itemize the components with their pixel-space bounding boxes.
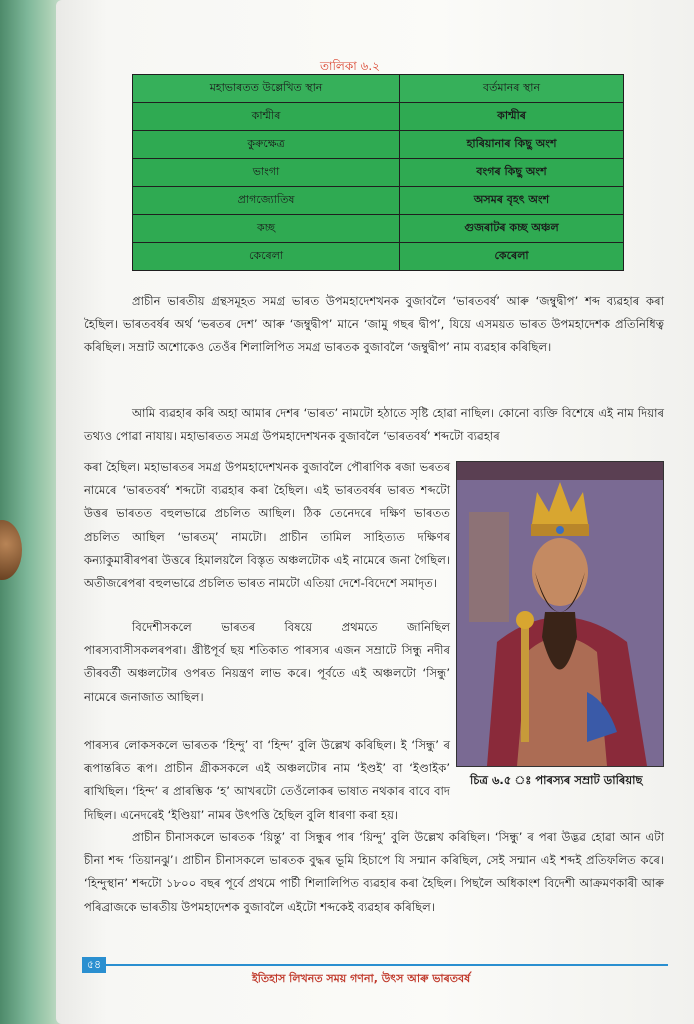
table-cell-right: হাৰিয়ানাৰ কিছু অংশ bbox=[400, 131, 624, 159]
table-row bbox=[133, 103, 624, 131]
table-row bbox=[133, 131, 624, 159]
places-table bbox=[132, 74, 624, 271]
paragraph-persians: বিদেশীসকলে ভাৰতৰ বিষয়ে প্ৰথমতে জানিছিল পাৰস্যবাসীসকলৰপৰা। খ্ৰীষ্টপূৰ্ব ছয় শতিকাত পাৰস্যৰ এজন সম্ৰাটে সিন্ধু নদীৰ তীৰবৰ্তী অঞ্চলটোৰ ওপৰত নিয়ন্ত্ৰণ লাভ কৰে। পূৰ্বতে এই অঞ্চলটো ‘সিন্ধু’ নামেৰে জনাজাত আছিল। bbox=[84, 620, 450, 704]
table-cell-right: অসমৰ বৃহৎ অংশ bbox=[400, 187, 624, 215]
table-cell-left: ভাংগা bbox=[133, 159, 400, 187]
footer-rule bbox=[100, 964, 668, 966]
darius-portrait-illustration bbox=[457, 462, 663, 766]
table-cell-left: কুৰুক্ষেত্ৰ bbox=[133, 131, 400, 159]
paragraph-hindu-india: পাৰস্যৰ লোকসকলে ভাৰতক ‘হিন্দু’ বা ‘হিন্দ’ বুলি উল্লেখ কৰিছিল। ই ‘সিন্ধু’ ৰ ৰূপান্তৰিত ৰূপ। প্ৰাচীন গ্ৰীকসকলে এই অঞ্চলটোৰ নাম ‘ইণ্ডই’ বা ‘ইণ্ডাইক’ ৰাখিছিল। ‘হিন্দ’ ৰ প্ৰাৰম্ভিক ‘হ’ আখৰটো তেওঁলোকৰ ভাষাত নথকাৰ বাবে বাদ দিছিল। এনেদৰেই ‘ইণ্ডিয়া’ নামৰ উৎপত্তি হৈছিল বুলি ধাৰণা কৰা হয়। bbox=[84, 738, 450, 822]
table-row bbox=[133, 243, 624, 271]
table-row bbox=[133, 159, 624, 187]
table-cell-right: গুজৰাটৰ কচ্ছ অঞ্চল bbox=[400, 215, 624, 243]
paragraph-bharatvarsha: প্ৰাচীন ভাৰতীয় গ্ৰন্থসমূহত সমগ্ৰ ভাৰত উপমহাদেশখনক বুজাবলৈ ‘ভাৰতবৰ্ষ’ আৰু ‘জম্বুদ্বীপ’ শব্দ ব্যৱহাৰ কৰা হৈছিল। ভাৰতবৰ্ষৰ অৰ্থ ‘ভৰতৰ দেশ’ আৰু ‘জম্বুদ্বীপ’ মানে ‘জামু গছৰ দ্বীপ’, যিয়ে এসময়ত ভাৰত উপমহাদেশক প্ৰতিনিধিত্ব কৰিছিল। সম্ৰাট অশোকেও তেওঁৰ শিলালিপিত সমগ্ৰ ভাৰতক বুজাবলৈ ‘জম্বুদ্বীপ’ নাম ব্যৱহাৰ কৰিছিল। bbox=[84, 294, 664, 355]
table-cell-left: প্ৰাগজ্যোতিষ bbox=[133, 187, 400, 215]
paragraph-chinese: প্ৰাচীন চীনাসকলে ভাৰতক ‘য়িন্তু’ বা সিন্ধুৰ পাৰ ‘য়িন্দু’ বুলি উল্লেখ কৰিছিল। ‘সিন্ধু’ ৰ পৰা উদ্ভৱ হোৱা আন এটা চীনা শব্দ ‘তিয়ানঝু’। প্ৰাচীন চীনাসকলে ভাৰতক বুদ্ধৰ ভূমি হিচাপে যি সন্মান কৰিছিল, সেই সন্মান এই শব্দই প্ৰতিফলিত কৰে। ‘হিন্দুস্থান’ শব্দটো ১৮০০ বছৰ পূৰ্বে প্ৰথমে পাৰ্চী শিলালিপিত ব্যৱহাৰ কৰা হৈছিল। পিছলৈ অধিকাংশ বিদেশী আক্ৰমণকাৰী আৰু পৰিব্ৰাজকে ভাৰতীয় উপমহাদেশক বুজাবলৈ এইটো শব্দকেই ব্যৱহাৰ কৰিছিল। bbox=[84, 830, 664, 914]
figure-caption: চিত্ৰ ৬.৫ ঃ পাৰস্যৰ সম্ৰাট ডাৰিয়াছ bbox=[470, 773, 643, 787]
table-cell-left: কাশ্মীৰ bbox=[133, 103, 400, 131]
footer-book-title: ইতিহাস লিখনত সময় গণনা, উৎস আৰু ভাৰতবৰ্ষ bbox=[252, 972, 471, 985]
paragraph-bharat-origin: কৰা হৈছিল। মহাভাৰতৰ সমগ্ৰ উপমহাদেশখনক বুজাবলৈ পৌৰাণিক ৰজা ভৰতৰ নামেৰে ‘ভাৰতবৰ্ষ’ শব্দটো ব্যৱহাৰ কৰা হৈছিল। এই ভাৰতবৰ্ষৰ ভাৰত শব্দটো উত্তৰ ভাৰতত বহুলভাৱে প্ৰচলিত আছিল। ঠিক তেনেদৰে দক্ষিণ ভাৰতত প্ৰচলিত আছিল ‘ভাৰতম্’ নামটো। প্ৰাচীন তামিল সাহিত্যত দক্ষিণৰ কন্যাকুমাৰীৰপৰা উত্তৰে হিমালয়লৈ বিস্তৃত অঞ্চলটোক এই নামেৰে জনা গৈছিল। অতীজৰেপৰা বহুলভাৱে প্ৰচলিত ভাৰত নামটো এতিয়া দেশে-বিদেশে সমাদৃত। bbox=[84, 460, 450, 591]
table-cell-right: কাশ্মীৰ bbox=[400, 103, 624, 131]
table-row bbox=[133, 187, 624, 215]
table-caption: তালিকা ৬.২ bbox=[320, 59, 380, 73]
table-header-row bbox=[133, 75, 624, 103]
paragraph-bharat-name: আমি ব্যৱহাৰ কৰি অহা আমাৰ দেশৰ ‘ভাৰত’ নামটো হঠাতে সৃষ্টি হোৱা নাছিল। কোনো ব্যক্তি বিশেষে এই নাম দিয়াৰ তথ্যও পোৱা নাযায়। মহাভাৰতত সমগ্ৰ উপমহাদেশখনক বুজাবলৈ ‘ভাৰতবৰ্ষ’ শব্দটো ব্যৱহাৰ bbox=[84, 406, 664, 444]
table-row bbox=[133, 215, 624, 243]
darius-portrait-image bbox=[456, 461, 664, 767]
page-number: ৫৪ bbox=[82, 957, 106, 973]
table-cell-right: কেৰেলা bbox=[400, 243, 624, 271]
header-present-place: বৰ্তমানৰ স্থান bbox=[400, 75, 624, 103]
table-cell-right: বংগৰ কিছু অংশ bbox=[400, 159, 624, 187]
table-cell-left: কচ্ছ bbox=[133, 215, 400, 243]
table-cell-left: কেৰেলা bbox=[133, 243, 400, 271]
header-mahabharata-place: মহাভাৰতত উল্লেখিত স্থান bbox=[133, 75, 400, 103]
